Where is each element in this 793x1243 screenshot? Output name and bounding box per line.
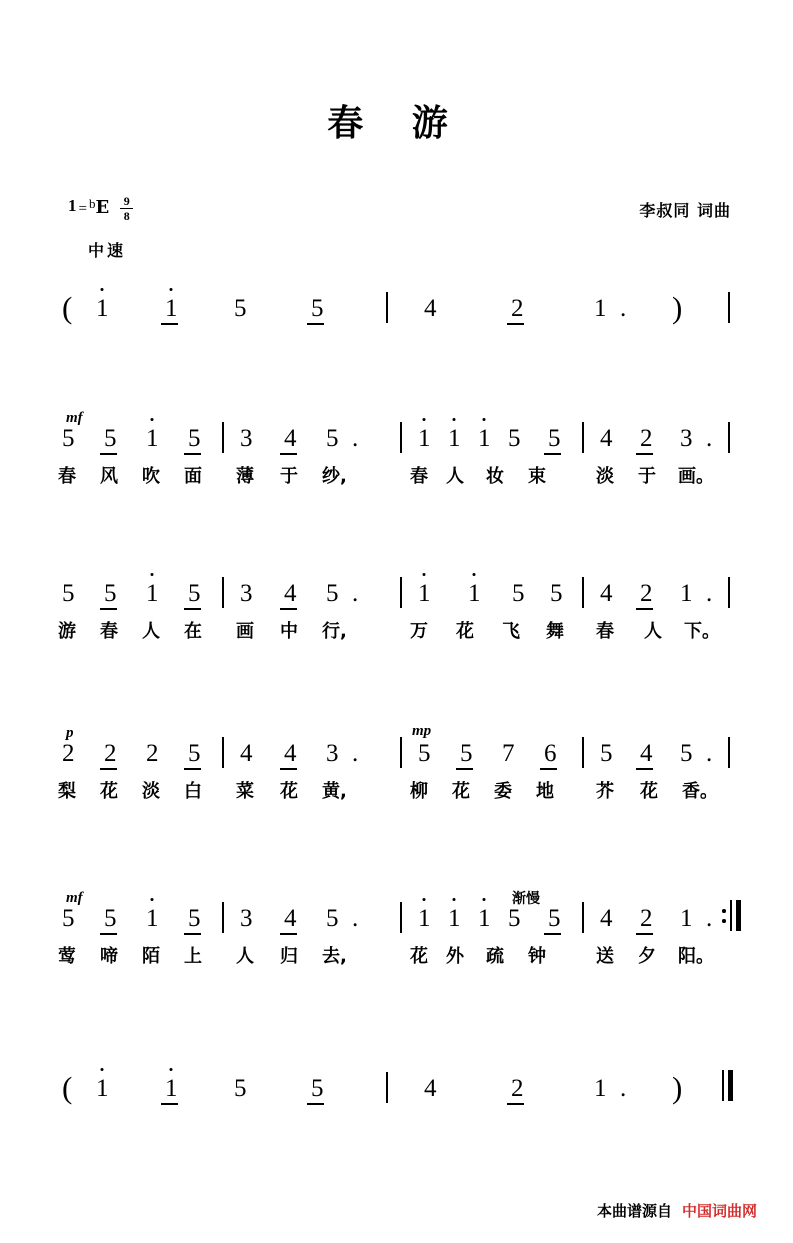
- beam-underline: [544, 933, 561, 935]
- lyric-syllable: 画。: [678, 466, 714, 487]
- note: 5: [234, 295, 247, 322]
- barline: [728, 737, 730, 768]
- note: 5: [550, 580, 563, 607]
- lyric-syllable: 春: [410, 466, 428, 487]
- meter-denominator: 8: [123, 209, 130, 223]
- note: 1: [165, 296, 178, 321]
- note: 3: [326, 740, 339, 767]
- lyric-syllable: 春: [100, 621, 118, 642]
- beam-underline: [280, 933, 297, 935]
- lyric-syllable: 万: [410, 621, 428, 642]
- lyric-syllable: 于: [638, 466, 656, 487]
- key-letter: E: [95, 197, 110, 219]
- barline: [400, 422, 402, 453]
- key-equals: =: [78, 201, 87, 218]
- octave-dot-icon: [453, 418, 456, 421]
- beam-underline: [507, 1103, 524, 1105]
- lyric-syllable: 花: [100, 781, 118, 802]
- note: 3: [240, 580, 253, 607]
- note: 5: [680, 740, 693, 767]
- note: 4: [284, 580, 297, 607]
- lyric-syllable: 束: [528, 466, 546, 487]
- octave-dot-icon: [151, 573, 154, 576]
- note: 1: [448, 906, 461, 931]
- note: 1: [418, 906, 431, 931]
- lyric-syllable: 花: [410, 946, 428, 967]
- notes-row: [0, 900, 793, 944]
- lyric-syllable: 疏: [486, 946, 504, 967]
- note: 6: [544, 740, 557, 767]
- beam-underline: [456, 768, 473, 770]
- beam-underline: [307, 323, 324, 325]
- note: 2: [640, 905, 653, 932]
- lyric-syllable: 下。: [684, 621, 720, 642]
- duration-dot: .: [352, 580, 359, 607]
- notes-row: [0, 420, 793, 464]
- note: 5: [311, 295, 324, 322]
- barline: [582, 737, 584, 768]
- beam-underline: [544, 453, 561, 455]
- note: 5: [512, 580, 525, 607]
- lyric-syllable: 花: [280, 781, 298, 802]
- note: 5: [188, 905, 201, 932]
- beam-underline: [280, 768, 297, 770]
- dynamic-marking: p: [66, 725, 74, 741]
- lyric-syllable: 淡: [596, 466, 614, 487]
- barline: [582, 577, 584, 608]
- lyric-syllable: 于: [280, 466, 298, 487]
- lyric-syllable: 钟: [528, 946, 546, 967]
- tempo-marking: 中速: [88, 241, 127, 260]
- lyric-syllable: 中: [280, 621, 298, 642]
- composer-credit: 李叔同 词曲: [639, 201, 731, 220]
- open-paren: (: [62, 290, 73, 325]
- lyric-syllable: 阳。: [678, 946, 714, 967]
- note: 1: [165, 1076, 178, 1101]
- lyric-syllable: 春: [596, 621, 614, 642]
- barline: [400, 902, 402, 933]
- lyric-syllable: 舞: [546, 621, 564, 642]
- dynamic-marking-2: mp: [412, 723, 432, 739]
- note: 1: [448, 426, 461, 451]
- beam-underline: [184, 608, 201, 610]
- lyric-row: [0, 779, 793, 809]
- note: 1: [680, 580, 693, 607]
- octave-dot-icon: [170, 1068, 173, 1071]
- barline: [222, 422, 224, 453]
- duration-dot: .: [706, 580, 713, 607]
- note: 2: [640, 580, 653, 607]
- lyric-syllable: 梨: [58, 781, 76, 802]
- beam-underline: [184, 768, 201, 770]
- barline: [582, 902, 584, 933]
- open-paren: (: [62, 1070, 73, 1105]
- close-paren: ): [672, 1070, 683, 1105]
- barline: [222, 737, 224, 768]
- lyric-syllable: 风: [100, 466, 118, 487]
- notes-row: [0, 290, 793, 334]
- note: 4: [640, 740, 653, 767]
- repeat-dot-icon: [722, 919, 726, 923]
- duration-dot: .: [620, 295, 627, 322]
- lyric-syllable: 人: [142, 621, 160, 642]
- beam-underline: [100, 453, 117, 455]
- barline: [400, 737, 402, 768]
- note: 5: [188, 740, 201, 767]
- beam-underline: [307, 1103, 324, 1105]
- octave-dot-icon: [101, 1068, 104, 1071]
- note: 5: [234, 1075, 247, 1102]
- octave-dot-icon: [483, 418, 486, 421]
- flat-symbol: b: [88, 196, 96, 212]
- lyric-syllable: 吹: [142, 466, 160, 487]
- note: 5: [460, 740, 473, 767]
- note: 3: [240, 425, 253, 452]
- note: 5: [104, 905, 117, 932]
- note: 5: [188, 580, 201, 607]
- lyric-row: [0, 944, 793, 974]
- barline: [400, 577, 402, 608]
- note: 5: [62, 425, 75, 452]
- octave-dot-icon: [101, 288, 104, 291]
- lyric-syllable: 面: [184, 466, 202, 487]
- note: 1: [96, 1076, 109, 1101]
- note: 5: [326, 580, 339, 607]
- lyric-syllable: 芥: [596, 781, 614, 802]
- lyric-syllable: 在: [184, 621, 202, 642]
- lyric-syllable: 去,: [322, 946, 347, 967]
- beam-underline: [184, 453, 201, 455]
- time-signature: [120, 195, 133, 222]
- thin-barline: [722, 1070, 724, 1101]
- note: 5: [326, 905, 339, 932]
- music-system-outro: [0, 1070, 793, 1190]
- note: 1: [468, 581, 481, 606]
- duration-dot: .: [620, 1075, 627, 1102]
- lyric-syllable: 委: [494, 781, 512, 802]
- lyric-syllable: 春: [58, 466, 76, 487]
- thin-barline: [730, 900, 732, 931]
- notes-row: [0, 735, 793, 779]
- octave-dot-icon: [423, 573, 426, 576]
- beam-underline: [161, 1103, 178, 1105]
- note: 5: [62, 580, 75, 607]
- note: 1: [418, 581, 431, 606]
- barline: [728, 577, 730, 608]
- lyric-syllable: 啼: [100, 946, 118, 967]
- footer-credit: [597, 1200, 757, 1221]
- duration-dot: .: [352, 905, 359, 932]
- note: 2: [511, 295, 524, 322]
- meter-numerator: 9: [123, 194, 130, 208]
- note: 5: [508, 425, 521, 452]
- duration-dot: .: [706, 740, 713, 767]
- lyric-syllable: 花: [452, 781, 470, 802]
- barline: [222, 577, 224, 608]
- music-system-line4: [0, 890, 793, 1020]
- barline: [728, 422, 730, 453]
- note: 4: [424, 1075, 437, 1102]
- barline: [386, 1072, 388, 1103]
- note: 1: [146, 906, 159, 931]
- lyric-syllable: 纱,: [322, 466, 347, 487]
- tempo-change-annotation: 渐慢: [512, 891, 540, 907]
- octave-dot-icon: [483, 898, 486, 901]
- beam-underline: [280, 453, 297, 455]
- lyric-syllable: 菜: [236, 781, 254, 802]
- note: 1: [146, 426, 159, 451]
- barline: [582, 422, 584, 453]
- lyric-syllable: 人: [236, 946, 254, 967]
- key-number: 1: [68, 196, 77, 216]
- thick-barline: [736, 900, 741, 931]
- beam-underline: [184, 933, 201, 935]
- lyric-syllable: 淡: [142, 781, 160, 802]
- lyric-syllable: 上: [184, 946, 202, 967]
- note: 5: [188, 425, 201, 452]
- beam-underline: [636, 933, 653, 935]
- octave-dot-icon: [423, 418, 426, 421]
- octave-dot-icon: [170, 288, 173, 291]
- notes-row: [0, 1070, 793, 1114]
- duration-dot: .: [706, 425, 713, 452]
- note: 2: [511, 1075, 524, 1102]
- beam-underline: [540, 768, 557, 770]
- lyric-syllable: 花: [456, 621, 474, 642]
- octave-dot-icon: [423, 898, 426, 901]
- final-barline: [722, 1070, 742, 1101]
- lyric-syllable: 香。: [682, 781, 718, 802]
- note: 1: [146, 581, 159, 606]
- lyric-syllable: 外: [446, 946, 464, 967]
- note: 1: [594, 1075, 607, 1102]
- duration-dot: .: [352, 425, 359, 452]
- music-system-line3: [0, 723, 793, 855]
- key-signature: [68, 196, 133, 223]
- note: 5: [104, 580, 117, 607]
- octave-dot-icon: [151, 898, 154, 901]
- footer-site-name[interactable]: 中国词曲网: [681, 1202, 757, 1220]
- note: 4: [600, 905, 613, 932]
- footer-source-label: 本曲谱源自: [596, 1202, 672, 1220]
- octave-dot-icon: [453, 898, 456, 901]
- note: 5: [600, 740, 613, 767]
- repeat-end-barline: [722, 900, 744, 931]
- beam-underline: [636, 453, 653, 455]
- note: 3: [240, 905, 253, 932]
- note: 5: [418, 740, 431, 767]
- barline: [386, 292, 388, 323]
- repeat-dot-icon: [722, 909, 726, 913]
- note: 4: [284, 425, 297, 452]
- notes-row: [0, 575, 793, 619]
- note: 5: [508, 905, 521, 932]
- note: 5: [326, 425, 339, 452]
- lyric-syllable: 飞: [502, 621, 520, 642]
- note: 2: [104, 740, 117, 767]
- beam-underline: [636, 608, 653, 610]
- lyric-syllable: 人: [446, 466, 464, 487]
- lyric-syllable: 花: [640, 781, 658, 802]
- note: 4: [240, 740, 253, 767]
- note: 4: [424, 295, 437, 322]
- lyric-syllable: 送: [596, 946, 614, 967]
- beam-underline: [100, 608, 117, 610]
- note: 5: [548, 425, 561, 452]
- beam-underline: [636, 768, 653, 770]
- note: 3: [680, 425, 693, 452]
- music-system-line1: [0, 410, 793, 540]
- lyric-syllable: 黄,: [322, 781, 347, 802]
- note: 2: [62, 740, 75, 767]
- dynamic-marking: mf: [66, 410, 83, 426]
- beam-underline: [100, 768, 117, 770]
- note: 4: [600, 580, 613, 607]
- note: 4: [284, 905, 297, 932]
- beam-underline: [280, 608, 297, 610]
- lyric-syllable: 白: [184, 781, 202, 802]
- lyric-syllable: 人: [644, 621, 662, 642]
- music-system-intro: [0, 290, 793, 410]
- lyric-syllable: 游: [58, 621, 76, 642]
- lyric-syllable: 地: [536, 781, 554, 802]
- note: 1: [96, 296, 109, 321]
- note: 2: [640, 425, 653, 452]
- note: 4: [600, 425, 613, 452]
- note: 2: [146, 740, 159, 767]
- close-paren: ): [672, 290, 683, 325]
- octave-dot-icon: [473, 573, 476, 576]
- note: 1: [594, 295, 607, 322]
- note: 1: [478, 426, 491, 451]
- lyric-syllable: 行,: [322, 621, 347, 642]
- note: 5: [62, 905, 75, 932]
- note: 4: [284, 740, 297, 767]
- barline: [728, 292, 730, 323]
- barline: [222, 902, 224, 933]
- lyric-syllable: 夕: [638, 946, 656, 967]
- beam-underline: [100, 933, 117, 935]
- note: 1: [418, 426, 431, 451]
- lyric-syllable: 陌: [142, 946, 160, 967]
- duration-dot: .: [352, 740, 359, 767]
- lyric-syllable: 柳: [410, 781, 428, 802]
- duration-dot: .: [706, 905, 713, 932]
- note: 5: [104, 425, 117, 452]
- music-system-line2: [0, 575, 793, 695]
- beam-underline: [161, 323, 178, 325]
- lyric-syllable: 薄: [236, 466, 254, 487]
- lyric-syllable: 妆: [486, 466, 504, 487]
- lyric-syllable: 归: [280, 946, 298, 967]
- note: 7: [502, 740, 515, 767]
- beam-underline: [507, 323, 524, 325]
- note: 5: [311, 1075, 324, 1102]
- note: 1: [478, 906, 491, 931]
- lyric-row: [0, 619, 793, 649]
- note: 5: [548, 905, 561, 932]
- octave-dot-icon: [151, 418, 154, 421]
- lyric-syllable: 画: [236, 621, 254, 642]
- page-title: 春 游: [327, 103, 466, 144]
- dynamic-marking: mf: [66, 890, 83, 906]
- thick-barline: [728, 1070, 733, 1101]
- note: 1: [680, 905, 693, 932]
- lyric-syllable: 莺: [58, 946, 76, 967]
- lyric-row: [0, 464, 793, 494]
